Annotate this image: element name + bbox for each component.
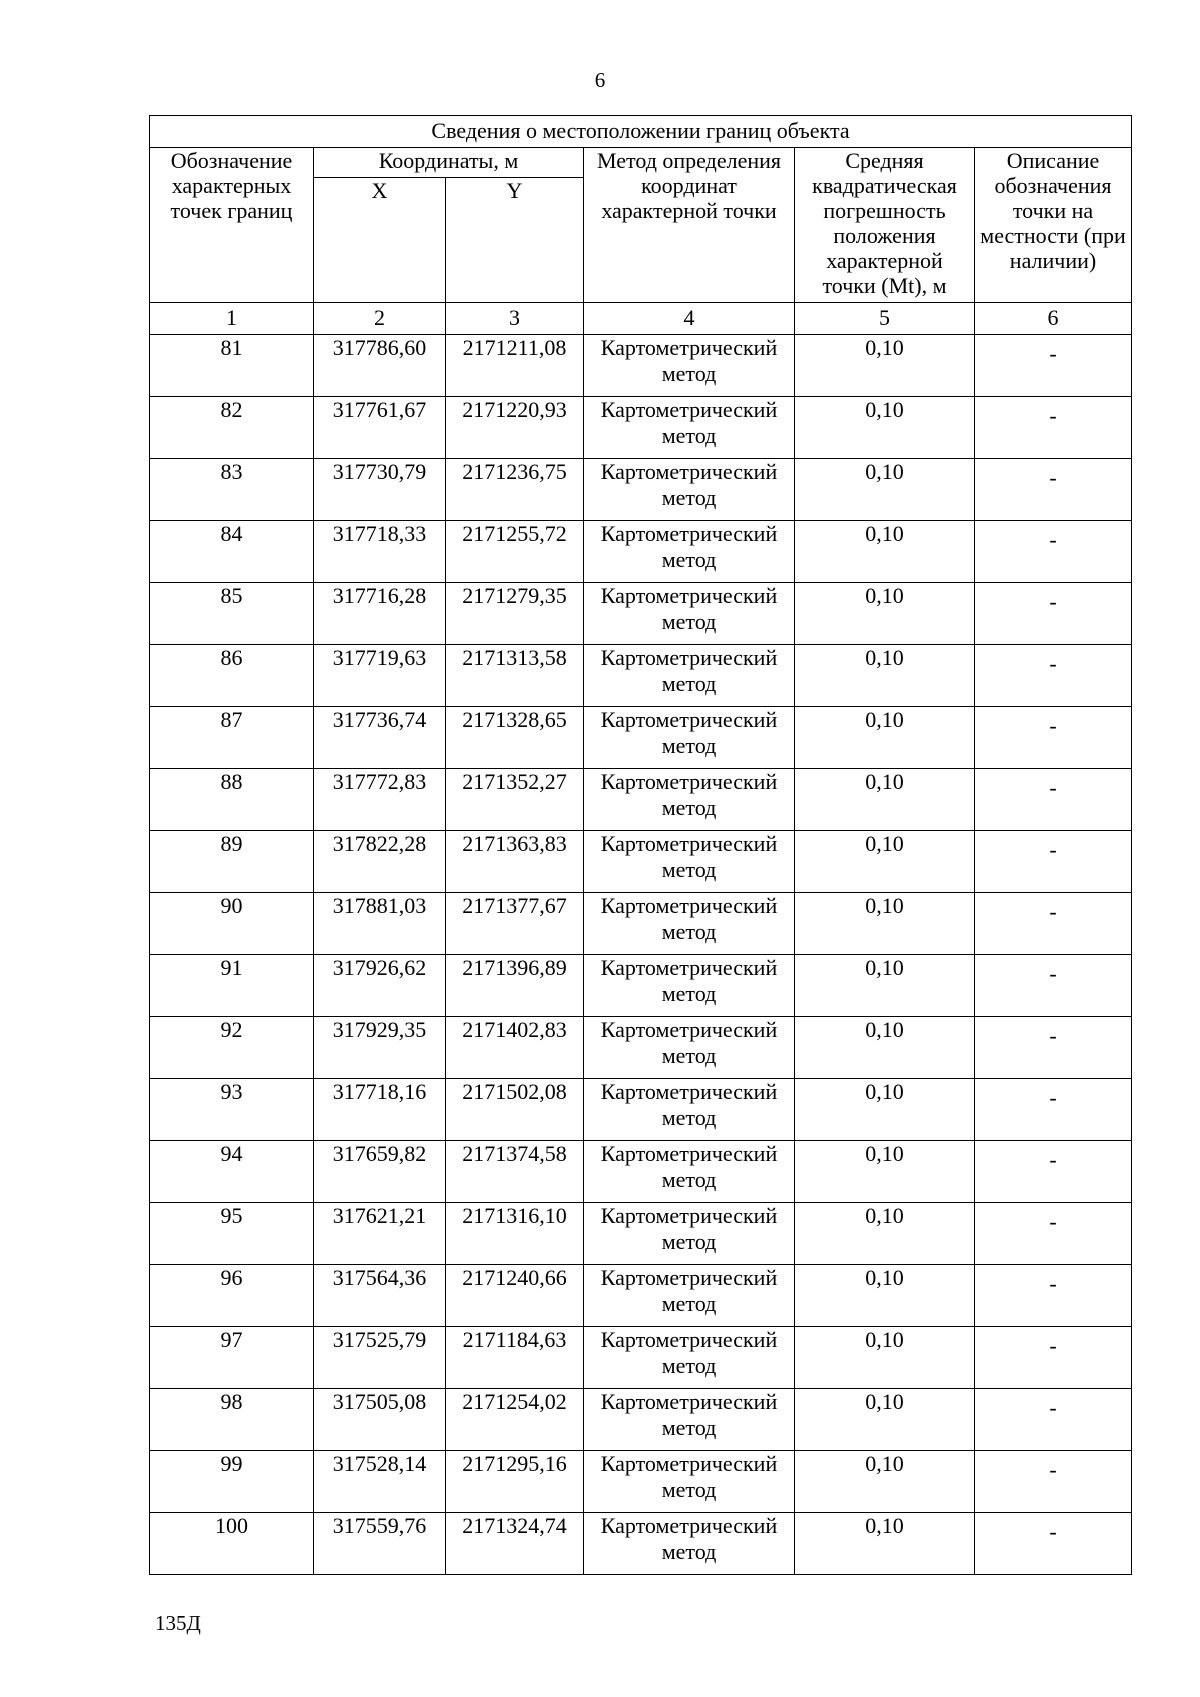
- method-cell: Картометрический метод: [584, 955, 795, 1017]
- description-cell: -: [975, 1389, 1132, 1451]
- point-cell: 84: [150, 521, 314, 583]
- x-coordinate-cell: 317716,28: [314, 583, 446, 645]
- point-cell: 83: [150, 459, 314, 521]
- error-cell: 0,10: [795, 1017, 975, 1079]
- error-cell: 0,10: [795, 1203, 975, 1265]
- error-cell: 0,10: [795, 1265, 975, 1327]
- column-number: 2: [314, 303, 446, 335]
- header-description: Описание обозначения точки на местности (при наличии): [975, 148, 1132, 303]
- method-cell: Картометрический метод: [584, 1265, 795, 1327]
- y-coordinate-cell: 2171316,10: [446, 1203, 584, 1265]
- description-cell: -: [975, 1079, 1132, 1141]
- error-cell: 0,10: [795, 1141, 975, 1203]
- x-coordinate-cell: 317881,03: [314, 893, 446, 955]
- point-cell: 95: [150, 1203, 314, 1265]
- point-cell: 92: [150, 1017, 314, 1079]
- y-coordinate-cell: 2171396,89: [446, 955, 584, 1017]
- table-row: [150, 1079, 1132, 1141]
- method-cell: Картометрический метод: [584, 1327, 795, 1389]
- header-error: Средняя квадратическая погрешность положения характерной точки (Mt), м: [795, 148, 975, 303]
- method-cell: Картометрический метод: [584, 1203, 795, 1265]
- description-cell: -: [975, 893, 1132, 955]
- table-row: [150, 1017, 1132, 1079]
- error-cell: 0,10: [795, 335, 975, 397]
- table-row: [150, 335, 1132, 397]
- header-row: [150, 148, 1132, 178]
- x-coordinate-cell: 317822,28: [314, 831, 446, 893]
- table-row: [150, 893, 1132, 955]
- x-coordinate-cell: 317505,08: [314, 1389, 446, 1451]
- description-cell: -: [975, 955, 1132, 1017]
- x-coordinate-cell: 317559,76: [314, 1513, 446, 1575]
- x-coordinate-cell: 317621,21: [314, 1203, 446, 1265]
- y-coordinate-cell: 2171352,27: [446, 769, 584, 831]
- method-cell: Картометрический метод: [584, 583, 795, 645]
- header-coordinates: Координаты, м: [314, 148, 584, 178]
- error-cell: 0,10: [795, 583, 975, 645]
- x-coordinate-cell: 317772,83: [314, 769, 446, 831]
- column-number-row: [150, 303, 1132, 335]
- x-coordinate-cell: 317926,62: [314, 955, 446, 1017]
- method-cell: Картометрический метод: [584, 893, 795, 955]
- y-coordinate-cell: 2171254,02: [446, 1389, 584, 1451]
- error-cell: 0,10: [795, 397, 975, 459]
- table-row: [150, 1141, 1132, 1203]
- x-coordinate-cell: 317525,79: [314, 1327, 446, 1389]
- table-row: [150, 1451, 1132, 1513]
- table-row: [150, 955, 1132, 1017]
- method-cell: Картометрический метод: [584, 1451, 795, 1513]
- error-cell: 0,10: [795, 707, 975, 769]
- y-coordinate-cell: 2171328,65: [446, 707, 584, 769]
- description-cell: -: [975, 397, 1132, 459]
- header-designation: Обозначение характерных точек границ: [150, 148, 314, 303]
- header-x: X: [314, 178, 446, 303]
- description-cell: -: [975, 459, 1132, 521]
- point-cell: 81: [150, 335, 314, 397]
- point-cell: 87: [150, 707, 314, 769]
- error-cell: 0,10: [795, 769, 975, 831]
- x-coordinate-cell: 317736,74: [314, 707, 446, 769]
- page-number: 6: [594, 68, 606, 92]
- table-row: [150, 1513, 1132, 1575]
- point-cell: 82: [150, 397, 314, 459]
- x-coordinate-cell: 317786,60: [314, 335, 446, 397]
- description-cell: -: [975, 1141, 1132, 1203]
- y-coordinate-cell: 2171236,75: [446, 459, 584, 521]
- method-cell: Картометрический метод: [584, 1141, 795, 1203]
- column-number: 6: [975, 303, 1132, 335]
- description-cell: -: [975, 1327, 1132, 1389]
- error-cell: 0,10: [795, 459, 975, 521]
- header-y: Y: [446, 178, 584, 303]
- method-cell: Картометрический метод: [584, 1389, 795, 1451]
- description-cell: -: [975, 1513, 1132, 1575]
- method-cell: Картометрический метод: [584, 335, 795, 397]
- x-coordinate-cell: 317718,33: [314, 521, 446, 583]
- error-cell: 0,10: [795, 521, 975, 583]
- table-row: [150, 1327, 1132, 1389]
- table-row: [150, 769, 1132, 831]
- method-cell: Картометрический метод: [584, 645, 795, 707]
- point-cell: 93: [150, 1079, 314, 1141]
- y-coordinate-cell: 2171363,83: [446, 831, 584, 893]
- y-coordinate-cell: 2171295,16: [446, 1451, 584, 1513]
- table-row: [150, 707, 1132, 769]
- description-cell: -: [975, 335, 1132, 397]
- y-coordinate-cell: 2171184,63: [446, 1327, 584, 1389]
- table-row: [150, 459, 1132, 521]
- y-coordinate-cell: 2171255,72: [446, 521, 584, 583]
- description-cell: -: [975, 769, 1132, 831]
- point-cell: 86: [150, 645, 314, 707]
- error-cell: 0,10: [795, 831, 975, 893]
- x-coordinate-cell: 317761,67: [314, 397, 446, 459]
- table-row: [150, 583, 1132, 645]
- table-row: [150, 1265, 1132, 1327]
- point-cell: 97: [150, 1327, 314, 1389]
- error-cell: 0,10: [795, 1513, 975, 1575]
- error-cell: 0,10: [795, 1451, 975, 1513]
- point-cell: 91: [150, 955, 314, 1017]
- table-row: [150, 397, 1132, 459]
- method-cell: Картометрический метод: [584, 397, 795, 459]
- table-row: [150, 1389, 1132, 1451]
- description-cell: -: [975, 1203, 1132, 1265]
- error-cell: 0,10: [795, 893, 975, 955]
- point-cell: 96: [150, 1265, 314, 1327]
- method-cell: Картометрический метод: [584, 1079, 795, 1141]
- x-coordinate-cell: 317564,36: [314, 1265, 446, 1327]
- y-coordinate-cell: 2171402,83: [446, 1017, 584, 1079]
- y-coordinate-cell: 2171502,08: [446, 1079, 584, 1141]
- y-coordinate-cell: 2171220,93: [446, 397, 584, 459]
- point-cell: 99: [150, 1451, 314, 1513]
- error-cell: 0,10: [795, 1389, 975, 1451]
- column-number: 5: [795, 303, 975, 335]
- y-coordinate-cell: 2171240,66: [446, 1265, 584, 1327]
- method-cell: Картометрический метод: [584, 1017, 795, 1079]
- table-row: [150, 1203, 1132, 1265]
- description-cell: -: [975, 1451, 1132, 1513]
- x-coordinate-cell: 317659,82: [314, 1141, 446, 1203]
- y-coordinate-cell: 2171211,08: [446, 335, 584, 397]
- method-cell: Картометрический метод: [584, 707, 795, 769]
- column-number: 3: [446, 303, 584, 335]
- table-row: [150, 831, 1132, 893]
- x-coordinate-cell: 317929,35: [314, 1017, 446, 1079]
- point-cell: 100: [150, 1513, 314, 1575]
- table-title: Сведения о местоположении границ объекта: [150, 116, 1132, 148]
- point-cell: 85: [150, 583, 314, 645]
- table-title-row: [150, 116, 1132, 148]
- x-coordinate-cell: 317718,16: [314, 1079, 446, 1141]
- y-coordinate-cell: 2171377,67: [446, 893, 584, 955]
- description-cell: -: [975, 645, 1132, 707]
- method-cell: Картометрический метод: [584, 521, 795, 583]
- x-coordinate-cell: 317730,79: [314, 459, 446, 521]
- description-cell: -: [975, 831, 1132, 893]
- y-coordinate-cell: 2171374,58: [446, 1141, 584, 1203]
- point-cell: 98: [150, 1389, 314, 1451]
- x-coordinate-cell: 317719,63: [314, 645, 446, 707]
- table-body: [150, 335, 1132, 1575]
- column-number: 1: [150, 303, 314, 335]
- method-cell: Картометрический метод: [584, 1513, 795, 1575]
- boundary-table: [149, 115, 1132, 1575]
- point-cell: 88: [150, 769, 314, 831]
- x-coordinate-cell: 317528,14: [314, 1451, 446, 1513]
- description-cell: -: [975, 707, 1132, 769]
- point-cell: 89: [150, 831, 314, 893]
- description-cell: -: [975, 521, 1132, 583]
- point-cell: 90: [150, 893, 314, 955]
- description-cell: -: [975, 1017, 1132, 1079]
- header-method: Метод определения координат характерной точки: [584, 148, 795, 303]
- document-code: 135Д: [155, 1611, 201, 1635]
- column-number: 4: [584, 303, 795, 335]
- error-cell: 0,10: [795, 1327, 975, 1389]
- error-cell: 0,10: [795, 645, 975, 707]
- description-cell: -: [975, 1265, 1132, 1327]
- y-coordinate-cell: 2171279,35: [446, 583, 584, 645]
- table-row: [150, 521, 1132, 583]
- description-cell: -: [975, 583, 1132, 645]
- table-row: [150, 645, 1132, 707]
- error-cell: 0,10: [795, 955, 975, 1017]
- method-cell: Картометрический метод: [584, 831, 795, 893]
- method-cell: Картометрический метод: [584, 769, 795, 831]
- error-cell: 0,10: [795, 1079, 975, 1141]
- y-coordinate-cell: 2171324,74: [446, 1513, 584, 1575]
- method-cell: Картометрический метод: [584, 459, 795, 521]
- y-coordinate-cell: 2171313,58: [446, 645, 584, 707]
- point-cell: 94: [150, 1141, 314, 1203]
